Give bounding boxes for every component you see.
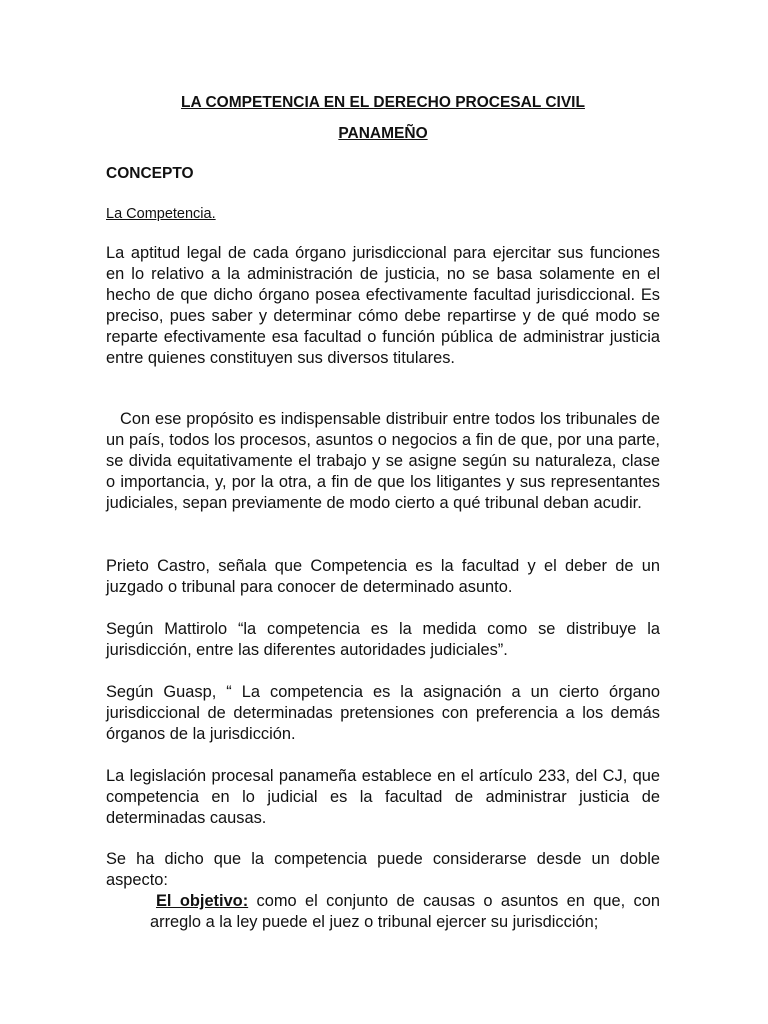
- paragraph-3: Prieto Castro, señala que Competencia es la facultad y el deber de un juzgado o tribunal para conocer de determinado asunto.: [106, 557, 660, 596]
- paragraph-2: Con ese propósito es indispensable distribuir entre todos los tribunales de un país, todos los procesos, asuntos o negocios a fin de que, por una parte, se divida equitativamente el trabajo y se asigne según su naturaleza, clase o importancia, y, por la otra, a fin de que los litigantes y sus representantes judiciales, sepan previamente de modo cierto a qué tribunal deban acudir.: [106, 410, 660, 512]
- objective-text: como el conjunto de causas o asuntos en que, con arreglo a la ley puede el juez o tribunal ejercer su jurisdicción;: [150, 892, 660, 931]
- paragraph-7: Se ha dicho que la competencia puede considerarse desde un doble aspecto:: [106, 850, 660, 889]
- paragraph-5: Según Guasp, “ La competencia es la asignación a un cierto órgano jurisdiccional de determinadas pretensiones con preferencia a los demás órganos de la jurisdicción.: [106, 683, 660, 743]
- paragraph-4: Según Mattirolo “la competencia es la medida como se distribuye la jurisdicción, entre las diferentes autoridades judiciales”.: [106, 620, 660, 659]
- section-heading: CONCEPTO: [106, 165, 194, 182]
- document-title-line-2: PANAMEÑO: [338, 125, 428, 142]
- document-title-line-1: LA COMPETENCIA EN EL DERECHO PROCESAL CIVIL: [181, 94, 585, 111]
- objective-label: El objetivo:: [156, 892, 249, 910]
- subheading: La Competencia.: [106, 206, 216, 222]
- paragraph-6: La legislación procesal panameña establece en el artículo 233, del CJ, que competencia en lo judicial es la facultad de administrar justicia de determinadas causas.: [106, 767, 660, 827]
- paragraph-1: La aptitud legal de cada órgano jurisdiccional para ejercitar sus funciones en lo relativo a la administración de justicia, no se basa solamente en el hecho de que dicho órgano posea efectivamente facultad jurisdiccional. Es preciso, pues saber y determinar cómo debe repartirse y de qué modo se reparte efectivamente esa facultad o función pública de administrar justicia entre quienes constituyen sus diversos titulares.: [106, 244, 660, 367]
- objective-definition: [150, 891, 660, 933]
